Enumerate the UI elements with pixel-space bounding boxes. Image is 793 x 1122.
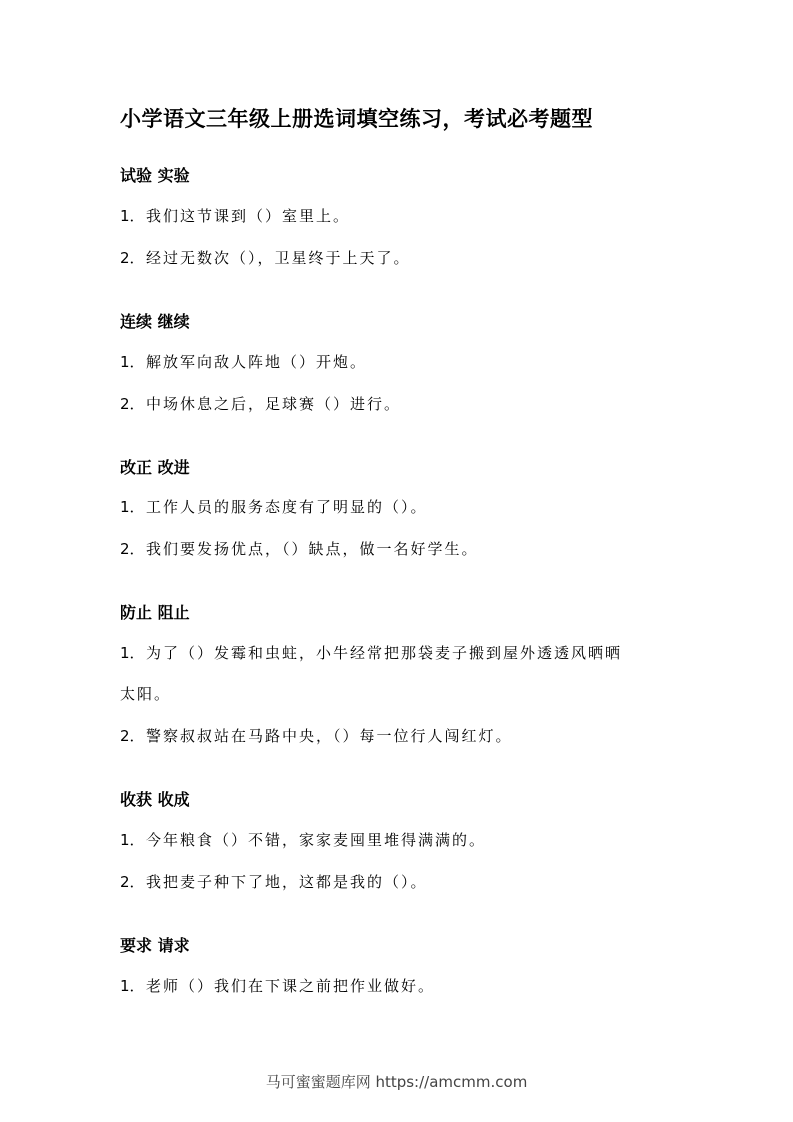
question-line — [120, 975, 435, 996]
question-text: 解放军向敌人阵地（）开炮。 — [146, 353, 368, 371]
question-number: 2． — [120, 395, 145, 413]
section-heading: 要求 请求 — [120, 936, 190, 955]
question-number: 2． — [120, 249, 145, 267]
question-text: 我们这节课到（）室里上。 — [146, 207, 351, 225]
question-number: 1． — [120, 353, 145, 371]
question-line — [120, 725, 513, 746]
question-number: 1． — [120, 644, 145, 662]
question-line — [120, 642, 622, 663]
question-number: 1． — [120, 831, 145, 849]
question-number: 2． — [120, 540, 145, 558]
question-number: 2． — [120, 873, 145, 891]
question-line-continuation: 太阳。 — [120, 685, 172, 703]
question-text: 经过无数次（），卫星终于上天了。 — [146, 249, 411, 267]
question-line — [120, 496, 428, 517]
question-text: 警察叔叔站在马路中央，（）每一位行人闯红灯。 — [146, 727, 513, 745]
section-heading: 改正 改进 — [120, 458, 190, 477]
question-text: 老师（）我们在下课之前把作业做好。 — [146, 977, 436, 995]
question-number: 2． — [120, 727, 145, 745]
question-text: 我把麦子种下了地，这都是我的（）。 — [146, 873, 428, 891]
section-heading: 防止 阻止 — [120, 603, 190, 622]
question-line — [120, 393, 401, 414]
question-text: 我们要发扬优点，（）缺点，做一名好学生。 — [146, 540, 479, 558]
section-heading: 收获 收成 — [120, 790, 190, 809]
question-number: 1． — [120, 977, 145, 995]
question-text: 工作人员的服务态度有了明显的（）。 — [146, 498, 428, 516]
section-heading: 试验 实验 — [120, 166, 190, 185]
question-line — [120, 871, 428, 892]
page-title: 小学语文三年级上册选词填空练习，考试必考题型 — [120, 107, 593, 131]
question-line — [120, 829, 486, 850]
question-number: 1． — [120, 498, 145, 516]
question-line — [120, 351, 367, 372]
question-text: 中场休息之后，足球赛（）进行。 — [146, 395, 402, 413]
question-line — [120, 205, 350, 226]
question-line — [120, 538, 479, 559]
section-heading: 连续 继续 — [120, 312, 190, 331]
question-text: 今年粮食（）不错，家家麦囤里堆得满满的。 — [146, 831, 487, 849]
question-line — [120, 247, 411, 268]
question-text: 为了（）发霉和虫蛀，小牛经常把那袋麦子搬到屋外透透风晒晒 — [146, 644, 623, 662]
question-number: 1． — [120, 207, 145, 225]
footer-watermark: 马可蜜蜜题库网 https://amcmm.com — [265, 1073, 528, 1091]
